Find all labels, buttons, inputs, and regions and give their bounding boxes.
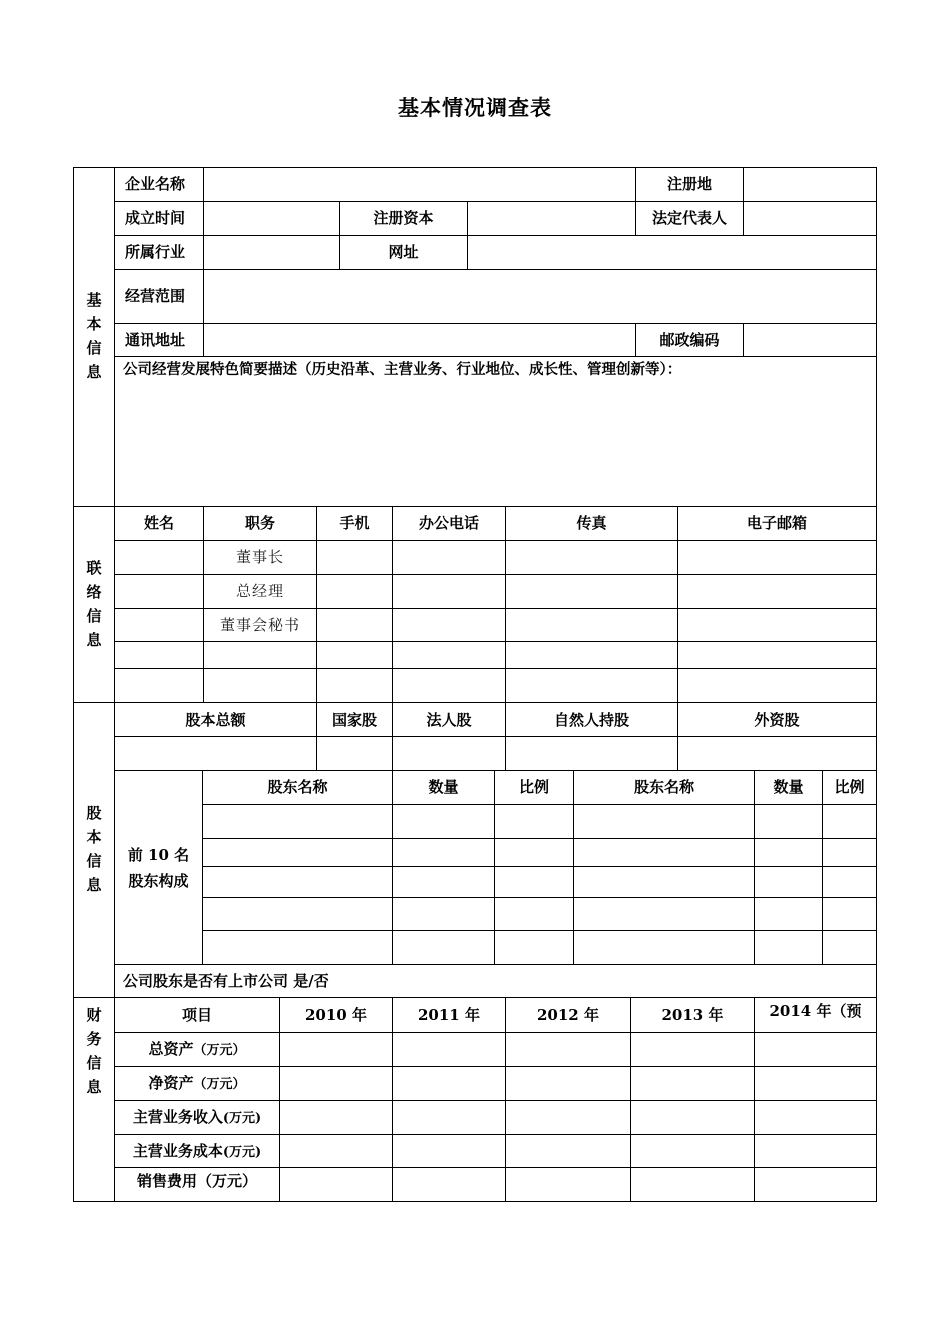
shareholder-row-line xyxy=(202,930,877,931)
reg-place-field[interactable] xyxy=(744,168,876,201)
label-address: 通讯地址 xyxy=(125,331,186,349)
section-label-finance: 财务信息 xyxy=(86,1006,102,1096)
label-company-name: 企业名称 xyxy=(125,175,186,193)
shareholder-col-line xyxy=(202,770,203,964)
finance-row-line xyxy=(114,1066,877,1067)
finance-row-label: 净资产 xyxy=(148,1074,194,1092)
website-field[interactable] xyxy=(468,236,876,269)
shareholder-header-qty-2: 数量 xyxy=(773,778,804,796)
finance-row-label: 销售费用（万元） xyxy=(136,1172,257,1190)
finance-col-line xyxy=(754,997,755,1202)
finance-header-2012: 2012 年 xyxy=(537,1006,599,1024)
contact-header-office-phone: 办公电话 xyxy=(418,514,479,532)
contact-header-fax: 传真 xyxy=(576,514,607,532)
industry-field[interactable] xyxy=(204,236,339,269)
basic-row-line xyxy=(114,356,877,357)
shareholder-header-ratio-2: 比例 xyxy=(834,778,865,796)
label-website: 网址 xyxy=(388,243,419,261)
contact-header-name: 姓名 xyxy=(143,514,174,532)
contact-header-mobile: 手机 xyxy=(339,514,370,532)
shareholder-header-qty-1: 数量 xyxy=(428,778,459,796)
shareholder-col-line xyxy=(392,770,393,964)
role-general-manager: 总经理 xyxy=(235,582,284,600)
finance-col-line xyxy=(630,997,631,1202)
finance-row-label: 总资产 xyxy=(148,1040,194,1058)
shareholder-row-line xyxy=(202,838,877,839)
label-reg-capital: 注册资本 xyxy=(373,209,434,227)
equity-header-state: 国家股 xyxy=(331,711,377,729)
page-title: 基本情况调查表 xyxy=(398,95,552,120)
finance-row-main-revenue xyxy=(115,1108,279,1128)
shareholder-row-line xyxy=(202,866,877,867)
finance-row-unit: (万元) xyxy=(222,1145,262,1160)
found-date-field[interactable] xyxy=(204,202,339,235)
finance-col-line xyxy=(279,997,280,1202)
shareholder-row-line xyxy=(114,964,877,965)
outer-left-border xyxy=(73,167,74,1202)
equity-row-line xyxy=(114,770,877,771)
shareholder-col-line xyxy=(754,770,755,964)
equity-header-total: 股本总额 xyxy=(185,711,246,729)
shareholder-col-line xyxy=(494,770,495,964)
separator-contact xyxy=(73,506,877,507)
label-postcode: 邮政编码 xyxy=(659,331,720,349)
contact-col-line xyxy=(392,506,393,702)
address-field[interactable] xyxy=(204,324,635,356)
finance-row-net-assets xyxy=(115,1074,279,1094)
contact-row-line xyxy=(114,668,877,669)
listed-shareholder-question: 公司股东是否有上市公司 是/否 xyxy=(123,972,329,990)
reg-capital-field[interactable] xyxy=(468,202,635,235)
contact-col-line xyxy=(203,506,204,702)
finance-row-line xyxy=(114,1167,877,1168)
contact-col-line xyxy=(677,506,678,702)
finance-row-unit: (万元) xyxy=(222,1111,262,1126)
shareholder-header-ratio-1: 比例 xyxy=(518,778,549,796)
equity-header-natural-person: 自然人持股 xyxy=(553,711,629,729)
contact-header-email: 电子邮箱 xyxy=(746,514,807,532)
finance-row-line xyxy=(114,1100,877,1101)
role-chairman: 董事长 xyxy=(235,548,284,566)
description-field[interactable] xyxy=(115,382,876,506)
finance-row-total-assets xyxy=(115,1040,279,1060)
section-label-contact: 联络信息 xyxy=(86,559,102,649)
top10-label-line2: 股东构成 xyxy=(128,872,189,890)
section-label-basic: 基本信息 xyxy=(86,291,102,381)
company-name-field[interactable] xyxy=(204,168,635,201)
equity-header-legal-person: 法人股 xyxy=(426,711,472,729)
role-board-secretary: 董事会秘书 xyxy=(219,616,300,634)
contact-header-title: 职务 xyxy=(244,514,275,532)
label-reg-place: 注册地 xyxy=(666,175,712,193)
contact-row-line xyxy=(114,574,877,575)
finance-row-label: 主营业务收入 xyxy=(132,1108,223,1126)
finance-header-2013: 2013 年 xyxy=(661,1006,724,1024)
finance-row-line xyxy=(114,1134,877,1135)
finance-header-2014: 2014 年（预 xyxy=(769,1002,862,1020)
shareholder-row-line xyxy=(202,897,877,898)
label-legal-rep: 法定代表人 xyxy=(651,209,727,227)
contact-row-line xyxy=(114,608,877,609)
finance-header-item: 项目 xyxy=(181,1006,212,1024)
finance-header-2010: 2010 年 xyxy=(305,1006,367,1024)
finance-row-label: 主营业务成本 xyxy=(132,1142,223,1160)
shareholder-header-name-1: 股东名称 xyxy=(267,778,328,796)
separator-finance xyxy=(73,997,877,998)
finance-header-2011: 2011 年 xyxy=(418,1006,480,1024)
outer-bottom-border xyxy=(73,1201,877,1202)
contact-row-line xyxy=(114,540,877,541)
top10-label-line1: 前 10 名 xyxy=(127,846,190,864)
shareholder-header-name-2: 股东名称 xyxy=(633,778,694,796)
equity-header-foreign: 外资股 xyxy=(754,711,800,729)
finance-row-line xyxy=(114,1032,877,1033)
separator-equity xyxy=(73,702,877,703)
legal-rep-field[interactable] xyxy=(744,202,876,235)
finance-col-line xyxy=(392,997,393,1202)
label-scope: 经营范围 xyxy=(125,287,186,305)
section-label-equity: 股本信息 xyxy=(86,804,102,894)
scope-field[interactable] xyxy=(204,270,876,323)
finance-col-line xyxy=(505,997,506,1202)
shareholder-row-line xyxy=(202,804,877,805)
shareholder-col-line xyxy=(573,770,574,964)
shareholder-col-line xyxy=(822,770,823,964)
postcode-field[interactable] xyxy=(744,324,876,356)
label-description: 公司经营发展特色简要描述（历史沿革、主营业务、行业地位、成长性、管理创新等）： xyxy=(123,361,682,378)
label-found-date: 成立时间 xyxy=(125,209,186,227)
contact-row-line xyxy=(114,641,877,642)
contact-col-line xyxy=(316,506,317,702)
equity-row-line xyxy=(114,736,877,737)
label-industry: 所属行业 xyxy=(125,243,186,261)
contact-col-line xyxy=(505,506,506,702)
finance-row-unit: （万元） xyxy=(193,1043,246,1058)
finance-row-unit: （万元） xyxy=(193,1077,246,1092)
finance-row-selling-expense xyxy=(115,1172,279,1192)
finance-row-main-cost xyxy=(115,1142,279,1162)
